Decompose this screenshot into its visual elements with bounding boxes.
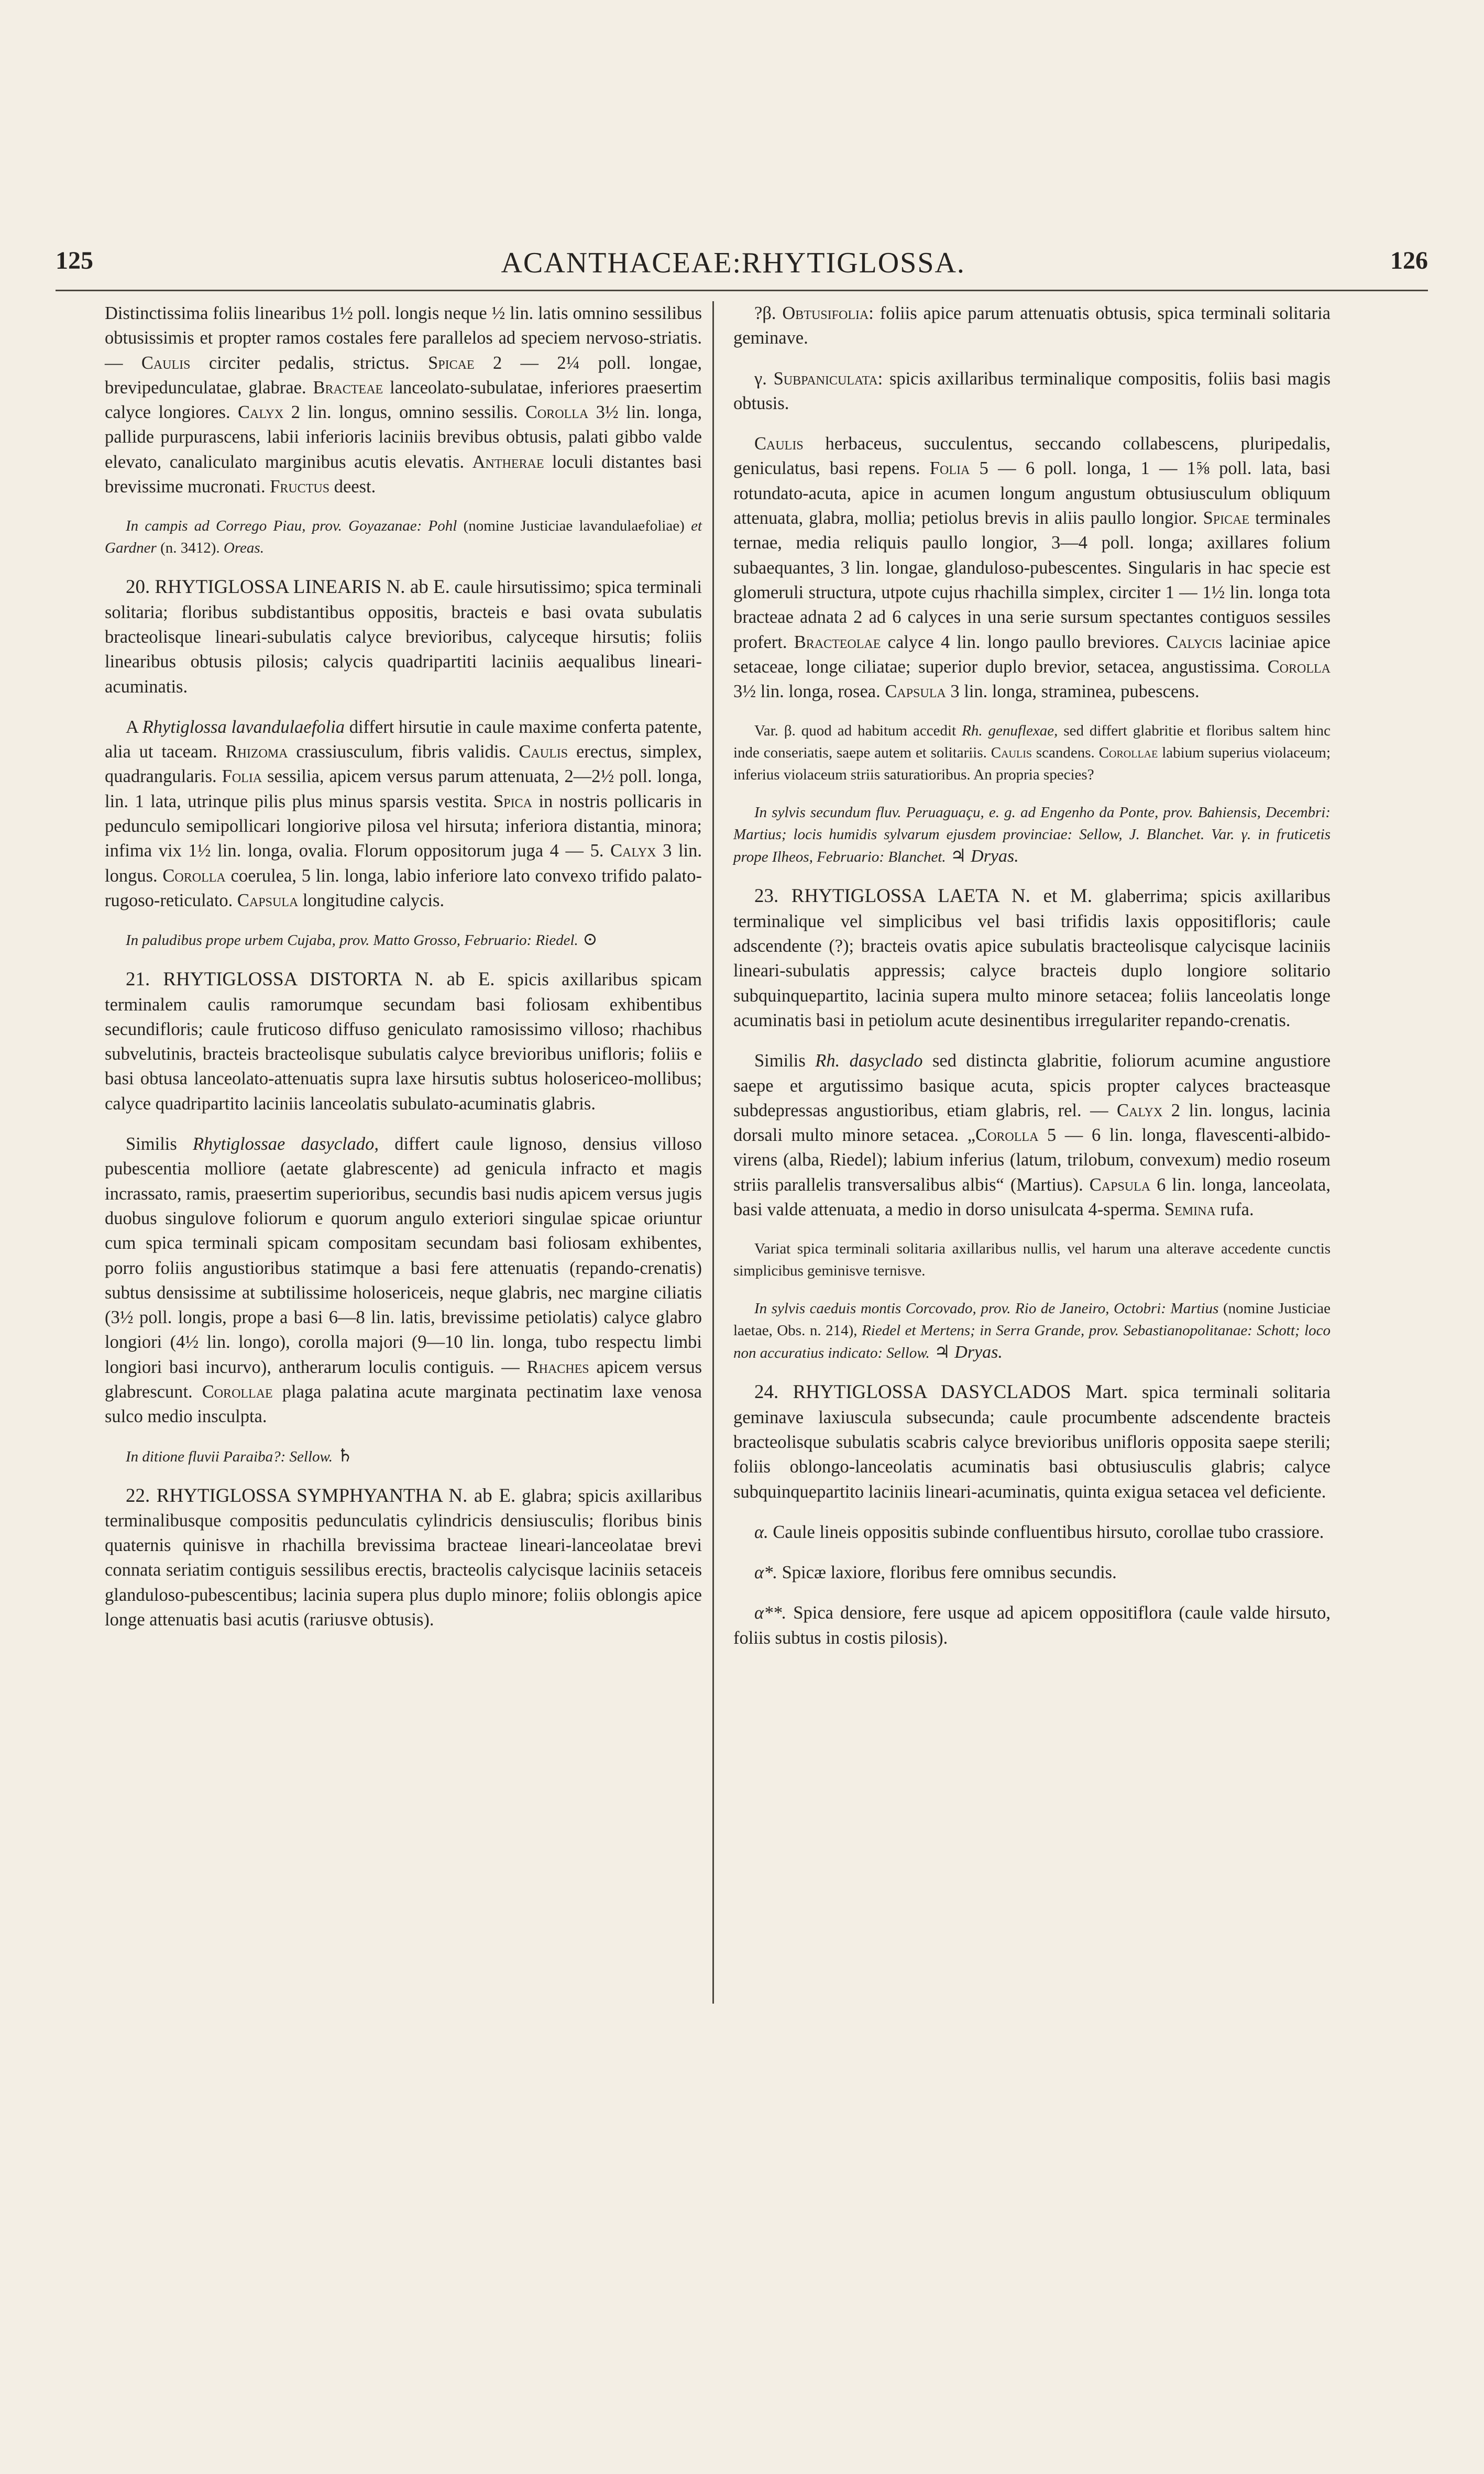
perennial-symbol: ♃ Dryas. — [946, 846, 1019, 866]
habitat-paragraph: In paludibus prope urbem Cujaba, prov. Matto Grosso, Februario: Riedel. ⊙ — [126, 930, 598, 950]
right-column — [733, 301, 1331, 1666]
page-number-left: 125 — [56, 247, 93, 274]
running-title-left: ACANTHACEAE: — [501, 247, 742, 279]
variety-gamma: γ. Subpaniculata: spicis axillaribus terminalique compositis, foliis basi magis obtusis. — [733, 368, 1331, 413]
perennial-symbol: ♃ Dryas. — [929, 1343, 1003, 1362]
habitat-paragraph: In sylvis secundum fluv. Peruaguaçu, e. g. ad Engenho da Ponte, prov. Bahiensis, Decembri: Martius; locis humidis sylvarum ejusdem provinciae: Sellow, J. Blanchet. Var. γ. in fruticetis prope Ilheos, Februario: Blanchet. ♃ Dryas. — [733, 804, 1331, 866]
running-title-right: RHYTIGLOSSA. — [742, 247, 965, 279]
description-paragraph: Similis Rhytiglossae dasyclado, differt caule lignoso, densius villoso pubescentia molliore (aetate glabrescente) ad genicula infracto et magis incrassato, ramis, praesertim superioribus, secundis basi nudis apicem versus jugis duobus singulove foliorum e quorum angulo exteriori singulae spicae oriuntur cum spica terminali spicam compositam secundam basi foliosam exhibentes, porro foliis angustioribus statimque a basi fere attenuatis (repando-crenatis) subtus densissime at subtilissime holosericeis, neque glabris, nec margine ciliatis (3½ poll. longis, prope a basi 6—8 lin. latis, brevissime petiolatis) calyce glabro longiori (4½ lin. longo), corolla majori (9—10 lin. longa, tubo respectu limbi longiori basi incurvo), antherarum loculis contiguis. — Rhaches apicem versus glabrescunt. Corollae plaga palatina acute marginata pectinatim laxe venosa sulco medio insculpta. — [105, 1134, 702, 1427]
left-column — [105, 301, 702, 1648]
page-number-right: 126 — [1390, 247, 1428, 274]
variety-alpha: α. Caule lineis oppositis subinde confluentibus hirsuto, corollae tubo crassiore. — [754, 1522, 1324, 1542]
shrub-symbol: ♄ — [332, 1446, 353, 1466]
variety-note: Variat spica terminali solitaria axillaribus nullis, vel harum una alterave accedente cunctis simplicibus geminisve ternisve. — [733, 1240, 1331, 1280]
species-diagnosis-20: 20. RHYTIGLOSSA LINEARIS N. ab E. caule hirsutissimo; spica terminali solitaria; floribus subdistantibus oppositis, bracteis e basi ovata subulatis bracteolisque lineari-subulatis calyce brevioribus, calyceque hirsutis; foliis linearibus obtusis pilosis; calycis quadripartiti laciniis aequalibus lineari-acuminatis. — [105, 576, 702, 697]
habitat-paragraph: In campis ad Corrego Piau, prov. Goyazanae: Pohl (nomine Justiciae lavandulaefoliae) et Gardner (n. 3412). Oreas. — [105, 518, 702, 557]
species-diagnosis-23: 23. RHYTIGLOSSA LAETA N. et M. glaberrima; spicis axillaribus terminalique vel simplicibus vel basi trifidis laxis oppositifloris; caule adscendente (?); bracteis ovatis apice subulatis bracteolisque calycisque laciniis lineari-subulatis appressis; calyce bracteis duplo longiore solitario subquinquepartito, lacinia supera multo minore setacea; foliis lanceolatis longe acuminatis basi in petiolum acute desinentibus irregulariter repando-crenatis. — [733, 885, 1331, 1030]
description-paragraph: A Rhytiglossa lavandulaefolia differt hirsutie in caule maxime conferta patente, alia ut taceam. Rhizoma crassiusculum, fibris validis. Caulis erectus, simplex, quadrangularis. Folia sessilia, apicem versus parum attenuata, 2—2½ poll. longa, lin. 1 lata, utrinque pilis plus minus sparsis vestita. Spica in nostris pollicaris in pedunculo semipollicari longiorive pilosa vel hirsuta; inferiora distantia, minora; infima vix 1½ lin. longa, ovalia. Florum oppositorum juga 4 — 5. Calyx 3 lin. longus. Corolla coerulea, 5 lin. longa, labio inferiore lato convexo trifido palato-rugoso-reticulato. Capsula longitudine calycis. — [105, 717, 702, 910]
page-header — [56, 246, 1428, 288]
header-rule — [56, 290, 1428, 291]
species-diagnosis-24: 24. RHYTIGLOSSA DASYCLADOS Mart. spica terminali solitaria geminave laxiuscula subsecunda; caule procumbente adscendente bracteis bracteolisque subulatis scabris calyce brevioribus unifloris opposita saepe sterili; foliis oblongo-lanceolatis acuminatis basi obtusiusculis glabris; calyce subquinquepartito laciniis lineari-acuminatis, quinta exigua setacea vel deficiente. — [733, 1381, 1331, 1502]
species-diagnosis-22: 22. RHYTIGLOSSA SYMPHYANTHA N. ab E. glabra; spicis axillaribus terminalibusque compositis pedunculatis cylindricis densiusculis; floribus binis quaternis quinisve in rhachilla brevissima bracteae lineari-lanceolatae brevi connata seriatim contiguis sessilibus erectis, bracteolis calycisque laciniis setaceis glanduloso-pubescentibus; lacinia supera plus duplo minore; foliis oblongis apice longe attenuatis basi acutis (rariusve obtusis). — [105, 1485, 702, 1630]
habitat-paragraph: In sylvis caeduis montis Corcovado, prov. Rio de Janeiro, Octobri: Martius (nomine Justiciae laetae, Obs. n. 214), Riedel et Mertens; in Serra Grande, prov. Sebastianopolitanae: Schott; loco non accuratius indicato: Sellow. ♃ Dryas. — [733, 1300, 1331, 1362]
annual-symbol: ⊙ — [578, 930, 598, 950]
description-paragraph: Distinctissima foliis linearibus 1½ poll. longis neque ½ lin. latis omnino sessilibus obtusissimis et propter ramos costales fere parallelos ad speciem nervoso-striatis. — Caulis circiter pedalis, strictus. Spicae 2 — 2¼ poll. longae, brevipedunculatae, glabrae. Bracteae lanceolato-subulatae, inferiores praesertim calyce longiores. Calyx 2 lin. longus, omnino sessilis. Corolla 3½ lin. longa, pallide purpurascens, labii inferioris laciniis brevibus obtusis, palati gibbo valde elevato, canaliculato marginibus acutis elevatis. Antherae loculi distantes basi brevissime mucronati. Fructus deest. — [105, 303, 702, 497]
variety-alpha-double-star: α**. Spica densiore, fere usque ad apicem oppositiflora (caule valde hirsuto, foliis subtus in costis pilosis). — [733, 1603, 1331, 1648]
habitat-paragraph: In ditione fluvii Paraiba?: Sellow. ♄ — [126, 1446, 353, 1466]
variety-alpha-star: α*. Spicæ laxiore, floribus fere omnibus secundis. — [754, 1563, 1117, 1583]
description-paragraph: Caulis herbaceus, succulentus, seccando collabescens, pluripedalis, geniculatus, basi repens. Folia 5 — 6 poll. longa, 1 — 1⅝ poll. lata, basi rotundato-acuta, apice in acumen longum angustum obtusiusculum obliquum attenuata, glabra, mollia; petiolus brevis in aliis paullo longior. Spicae terminales ternae, media reliquis paullo longior, 3—4 poll. longa; axillares folium subaequantes, 3 lin. longae, glanduloso-pubescentes. Singularis in hac specie est glomeruli structura, utpote cujus rhachilla simplex, circiter 1 — 1½ lin. longa tota bracteae adnata 2 ad 6 calyces in una serie sursum spectantes contiguos sessiles profert. Bracteolae calyce 4 lin. longo paullo breviores. Calycis laciniae apice setaceae, longe ciliatae; superior duplo brevior, setacea, angustissima. Corolla 3½ lin. longa, rosea. Capsula 3 lin. longa, straminea, pubescens. — [733, 434, 1331, 702]
species-diagnosis-21: 21. RHYTIGLOSSA DISTORTA N. ab E. spicis axillaribus spicam terminalem caulis ramorumque secundam basi foliosam exhibentibus secundifloris; caule fruticoso diffuso geniculato ramosissimo villoso; rhachibus subvelutinis, bracteis bracteolisque subulatis calyce brevioribus unifloris; foliis e basi obtusa lanceolato-attenuatis supra laxe hirsutis subtus holosericeo-mollibus; calyce quadripartito laciniis lanceolatis subulato-acuminatis glabris. — [105, 969, 702, 1114]
variety-beta: ?β. Obtusifolia: foliis apice parum attenuatis obtusis, spica terminali solitaria geminave. — [733, 303, 1331, 348]
description-paragraph: Similis Rh. dasyclado sed distincta glabritie, foliorum acumine angustiore saepe et argutissimo basique acuta, spicis propter calyces bracteasque subdepressas angustioribus, etiam glabris, rel. — Calyx 2 lin. longus, lacinia dorsali multo minore setacea. „Corolla 5 — 6 lin. longa, flavescenti-albido-virens (alba, Riedel); labium inferius (latum, trilobum, convexum) medio roseum striis parallelis transversalibus albis“ (Martius). Capsula 6 lin. longa, lanceolata, basi valde attenuata, a medio in dorso unisulcata 4-sperma. Semina rufa. — [733, 1051, 1331, 1220]
column-divider — [712, 301, 714, 2004]
variety-note: Var. β. quod ad habitum accedit Rh. genuflexae, sed differt glabritie et floribus saltem hinc inde conseriatis, saepe autem et solitariis. Caulis scandens. Corollae labium superius violaceum; inferius violaceum striis saturatioribus. An propria species? — [733, 722, 1331, 784]
